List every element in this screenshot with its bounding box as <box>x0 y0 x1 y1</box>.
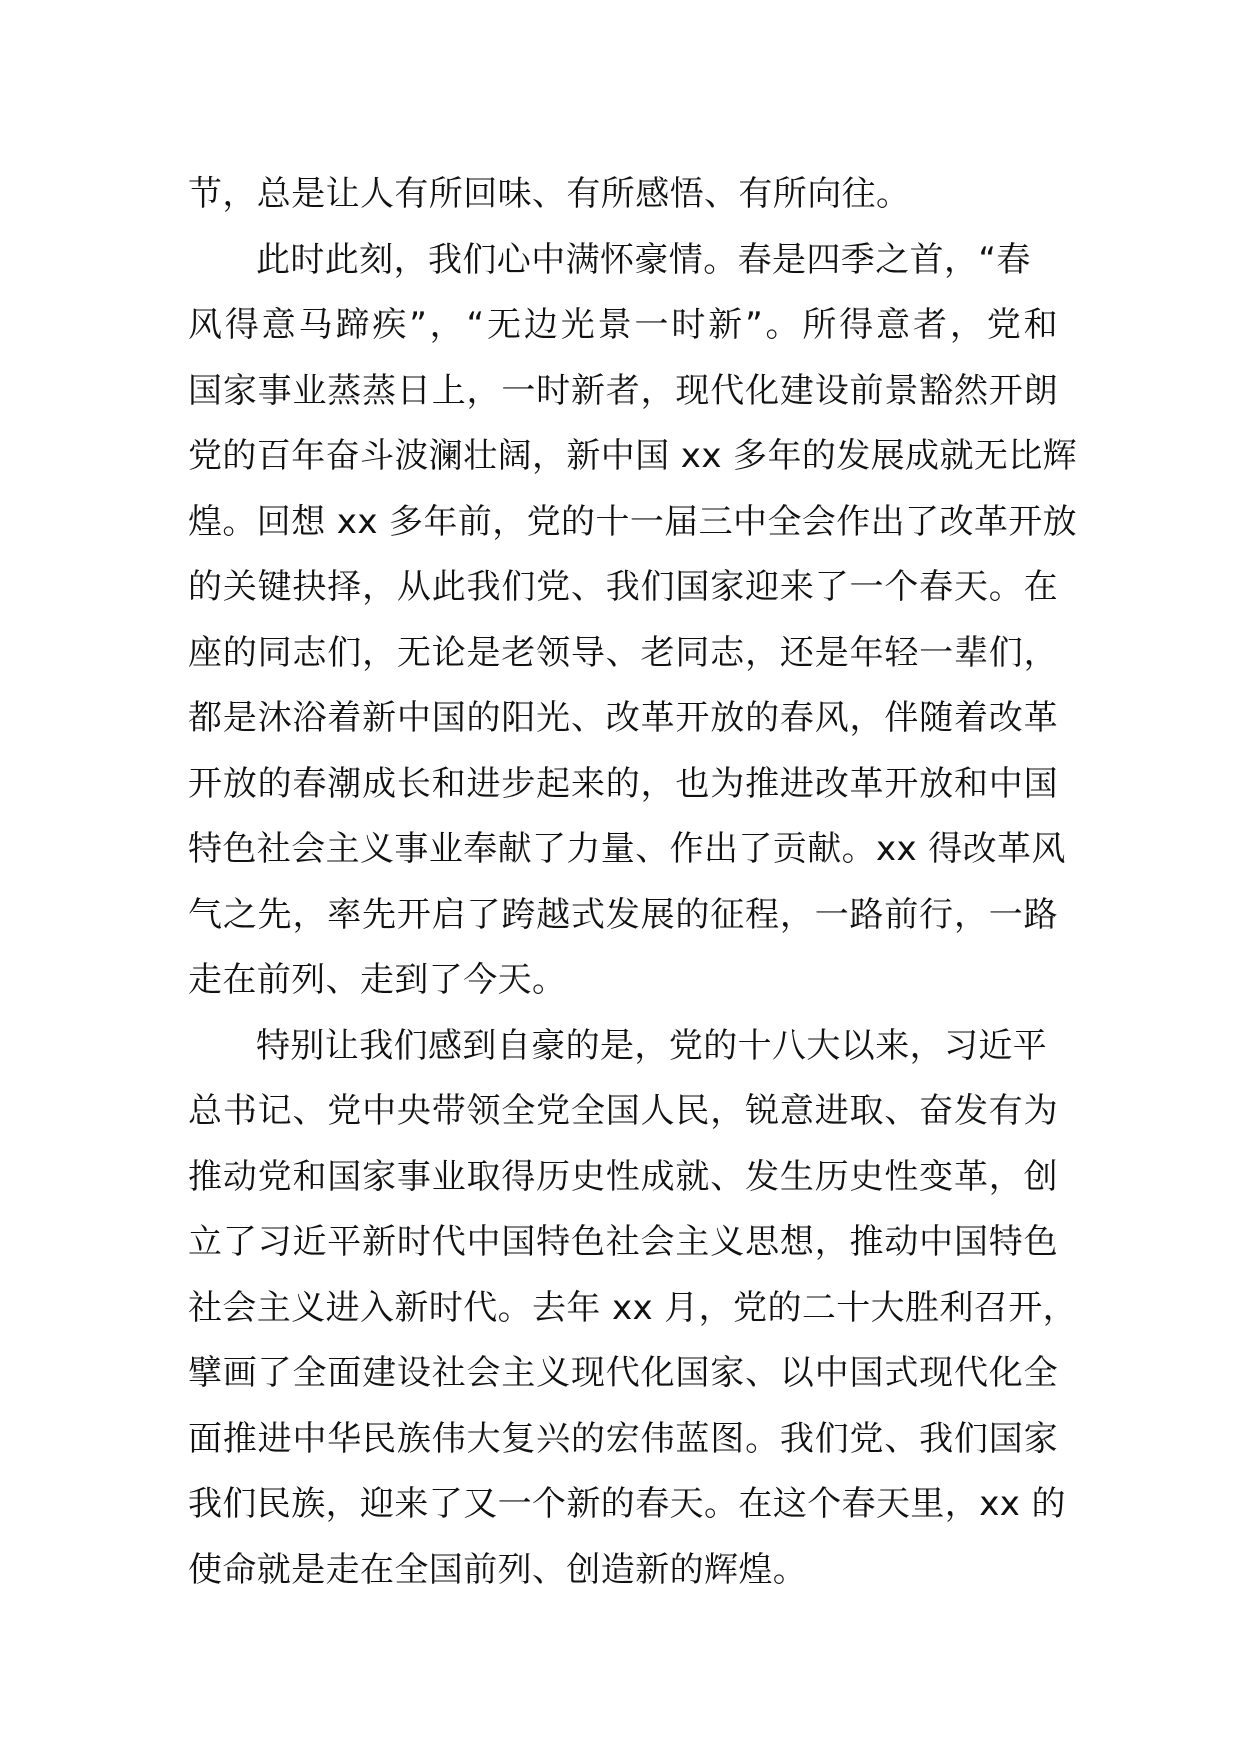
text-line: 都是沐浴着新中国的阳光、改革开放的春风，伴随着改革 <box>188 698 1058 738</box>
text-line: 总书记、党中央带领全党全国人民，锐意进取、奋发有为 <box>188 1091 1058 1131</box>
text-line: 煌。回想 xx 多年前，党的十一届三中全会作出了改革开放 <box>188 501 1078 542</box>
text-line: 面推进中华民族伟大复兴的宏伟蓝图。我们党、我们国家 <box>188 1418 1058 1459</box>
text-line: 节，总是让人有所回味、有所感悟、有所向往。 <box>188 174 911 214</box>
text-line: 气之先，率先开启了跨越式发展的征程，一路前行，一路 <box>188 894 1058 935</box>
text-line: 座的同志们，无论是老领导、老同志，还是年轻一辈们， <box>188 632 1058 673</box>
paragraph-start-line: 此时此刻，我们心中满怀豪情。春是四季之首，“春 <box>256 239 1031 280</box>
text-line: 我们民族，迎来了又一个新的春天。在这个春天里，xx 的 <box>188 1484 1066 1524</box>
text-line: 推动党和国家事业取得历史性成就、发生历史性变革，创 <box>188 1156 1058 1197</box>
text-line: 国家事业蒸蒸日上，一时新者，现代化建设前景豁然开朗 <box>188 370 1058 411</box>
text-line: 立了习近平新时代中国特色社会主义思想，推动中国特色 <box>188 1222 1058 1262</box>
text-line: 特色社会主义事业奉献了力量、作出了贡献。xx 得改革风 <box>188 829 1066 869</box>
body-text <box>188 162 1078 1603</box>
text-line: 党的百年奋斗波澜壮阔，新中国 xx 多年的发展成就无比辉 <box>188 436 1078 476</box>
text-line: 开放的春潮成长和进步起来的，也为推进改革开放和中国 <box>188 763 1058 804</box>
text-line: 使命就是走在全国前列、创造新的辉煌。 <box>188 1549 808 1590</box>
paragraph-start-line: 特别让我们感到自豪的是，党的十八大以来，习近平 <box>256 1025 1048 1066</box>
text-line: 擘画了全面建设社会主义现代化国家、以中国式现代化全 <box>188 1353 1058 1393</box>
text-line: 走在前列、走到了今天。 <box>188 960 567 1000</box>
text-line: 社会主义进入新时代。去年 xx 月，党的二十大胜利召开， <box>188 1287 1078 1328</box>
text-line: 的关键抉择，从此我们党、我们国家迎来了一个春天。在 <box>188 567 1058 607</box>
text-line: 风得意马蹄疾”，“无边光景一时新”。所得意者，党和 <box>188 305 1058 345</box>
